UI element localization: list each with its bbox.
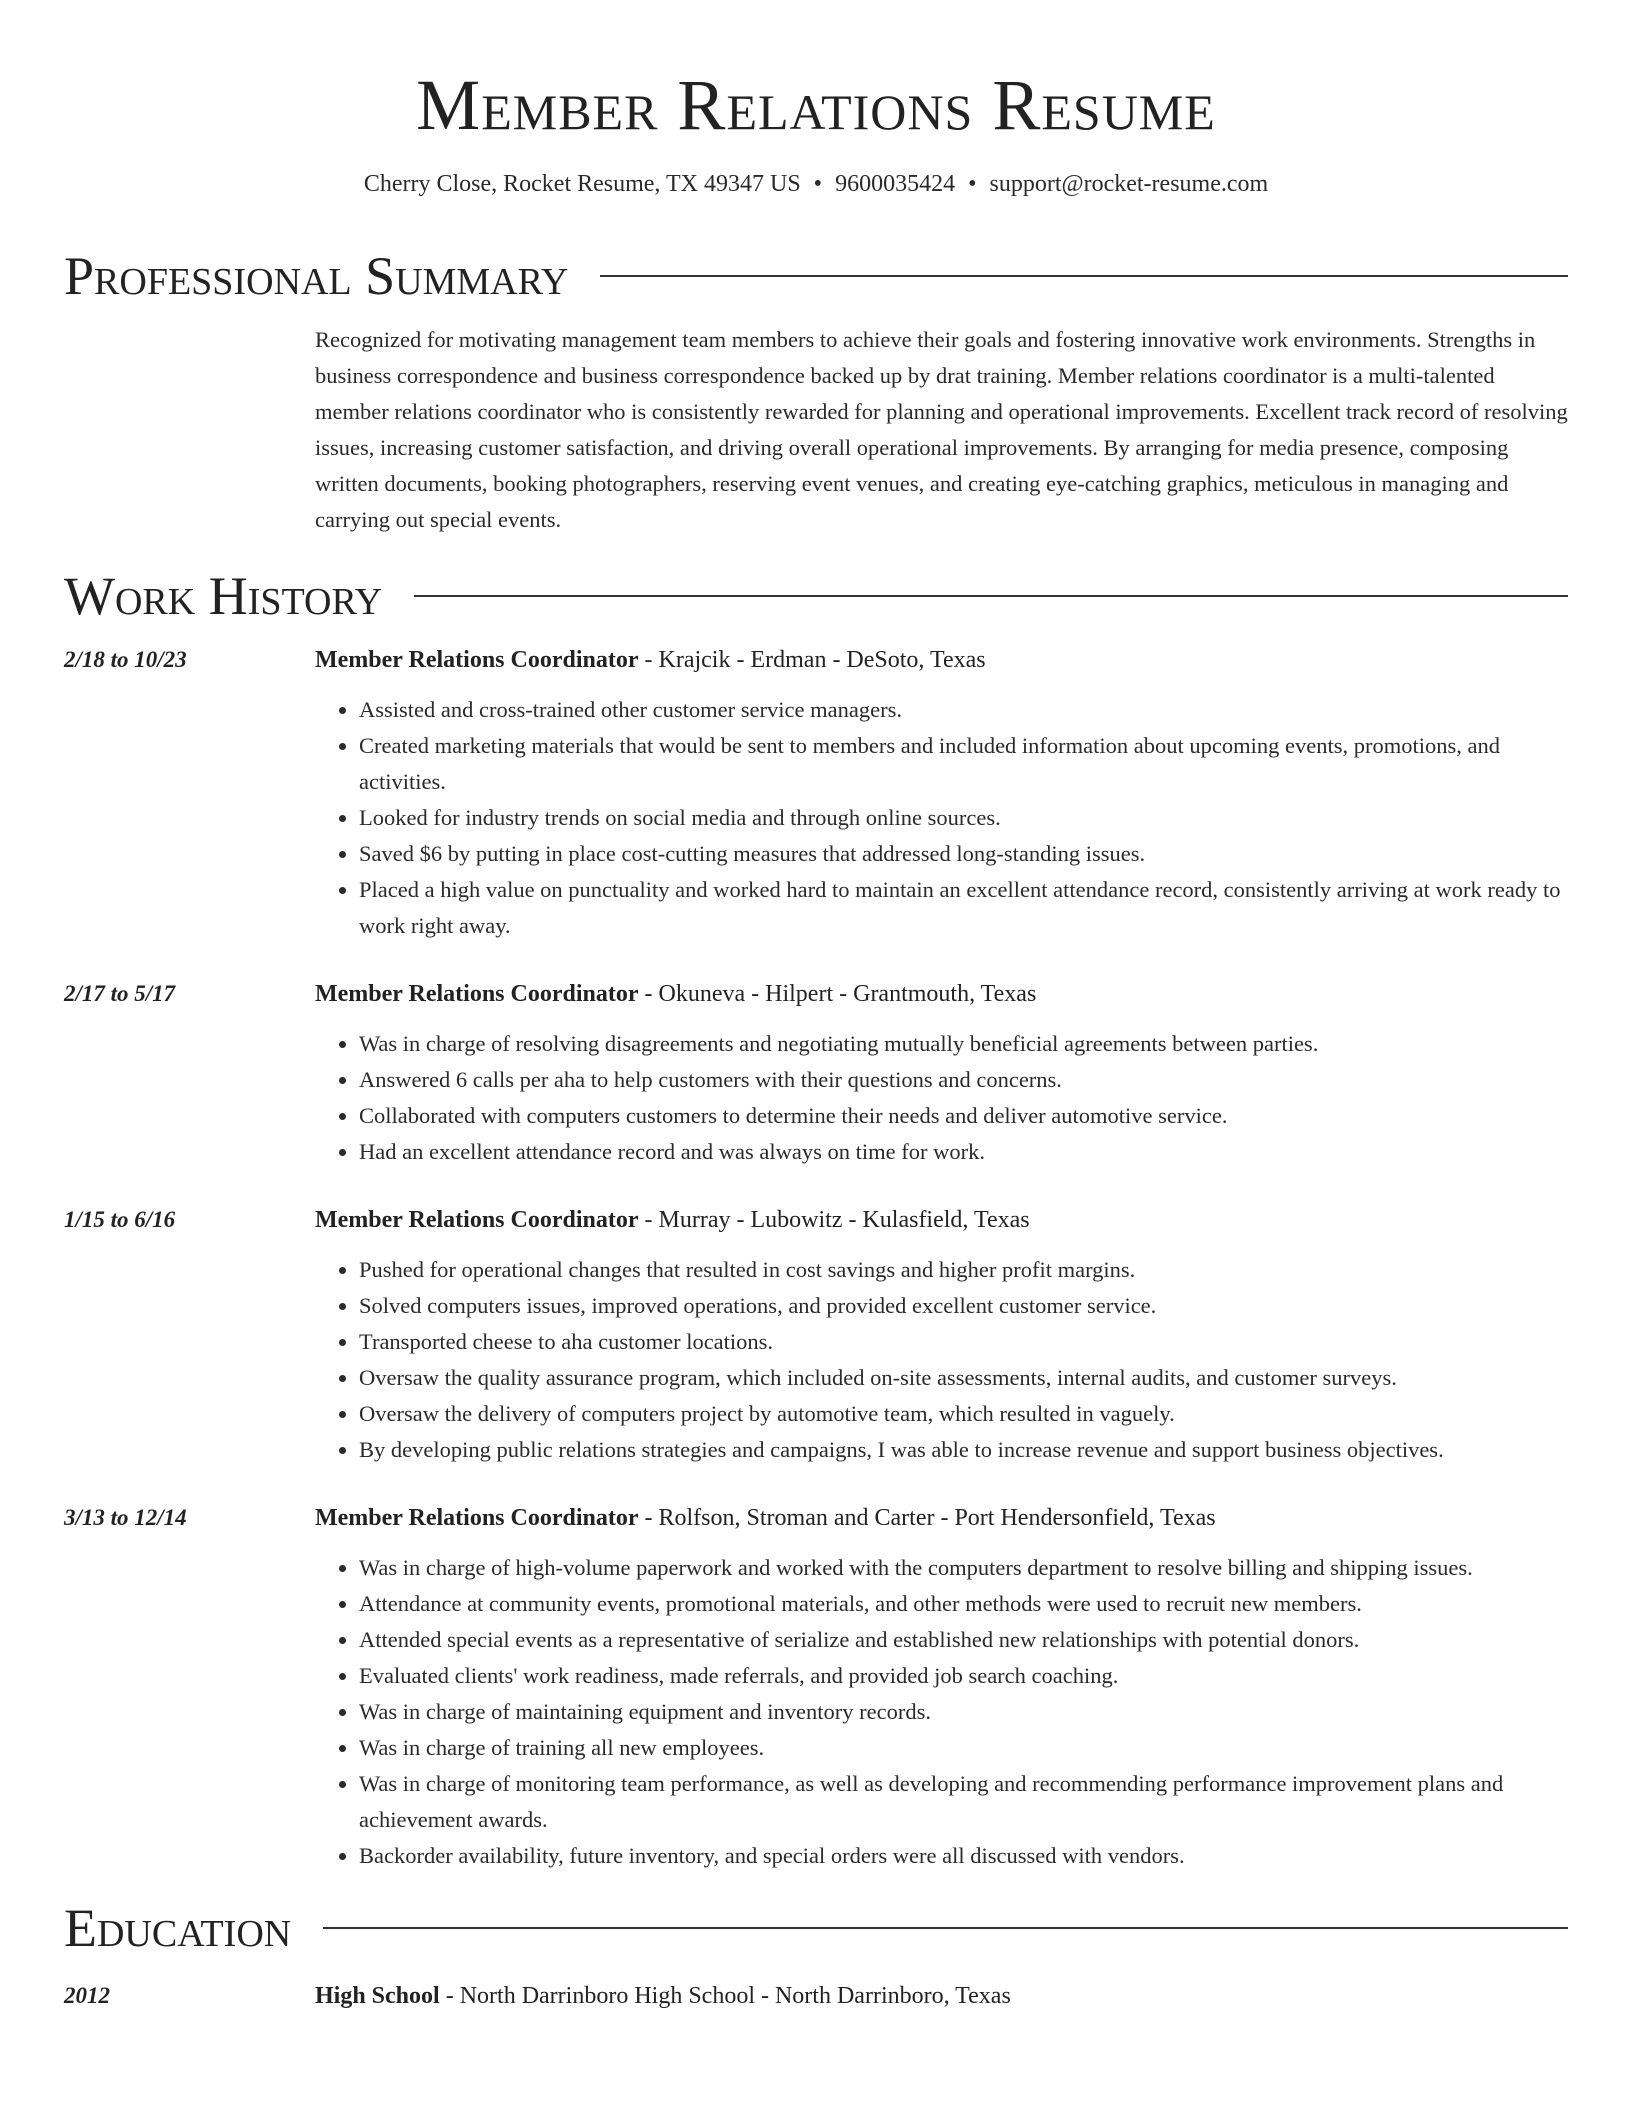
- job-role: Member Relations Coordinator: [315, 647, 639, 673]
- separator: •: [813, 171, 823, 197]
- summary-section-header: [64, 244, 1568, 308]
- summary-heading: Professional Summary: [64, 246, 569, 306]
- education-heading: Education: [64, 1898, 292, 1958]
- duty-item: • Answered 6 calls per aha to help customers with their questions and concerns.: [359, 1062, 1568, 1098]
- job-entry: [64, 640, 1568, 944]
- duty-item: • Was in charge of maintaining equipment and inventory records.: [359, 1694, 1568, 1730]
- job-heading: [315, 974, 1568, 1012]
- job-role: Member Relations Coordinator: [315, 1207, 639, 1233]
- job-dates: 1/15 to 6/16: [64, 1207, 176, 1232]
- email: support@rocket-resume.com: [989, 171, 1269, 197]
- duty-item: • Was in charge of high-volume paperwork and worked with the computers department to resolve billing and shipping issues.: [359, 1550, 1568, 1586]
- contact-line: [64, 168, 1568, 200]
- job-body: [315, 1200, 1568, 1468]
- duty-item: • Created marketing materials that would be sent to members and included information about upcoming events, promotions, and activities.: [359, 728, 1568, 800]
- education-year: 2012: [64, 1983, 110, 2008]
- education-degree: High School: [315, 1983, 440, 2009]
- job-employer: - Okuneva - Hilpert - Grantmouth, Texas: [638, 981, 1037, 1007]
- duty-item: • Evaluated clients' work readiness, made referrals, and provided job search coaching.: [359, 1658, 1568, 1694]
- job-entry: [64, 974, 1568, 1170]
- duty-item: • Was in charge of training all new employees.: [359, 1730, 1568, 1766]
- job-employer: - Murray - Lubowitz - Kulasfield, Texas: [638, 1207, 1030, 1233]
- education-heading-line: [315, 1976, 1568, 2014]
- education-school: - North Darrinboro High School - North Darrinboro, Texas: [439, 1983, 1011, 2009]
- duty-item: • Was in charge of monitoring team performance, as well as developing and recommending performance improvement plans and achievement awards.: [359, 1766, 1568, 1838]
- duty-item: • Oversaw the delivery of computers project by automotive team, which resulted in vaguely.: [359, 1396, 1568, 1432]
- job-body: [315, 640, 1568, 944]
- duty-item: • Oversaw the quality assurance program, which included on-site assessments, internal audits, and customer surveys.: [359, 1360, 1568, 1396]
- job-entry: [64, 1200, 1568, 1468]
- job-body: [315, 974, 1568, 1170]
- duty-item: • Attended special events as a representative of serialize and established new relationships with potential donors.: [359, 1622, 1568, 1658]
- duty-item: • Collaborated with computers customers to determine their needs and deliver automotive service.: [359, 1098, 1568, 1134]
- duty-list: [315, 692, 1568, 944]
- section-divider: [600, 275, 1568, 277]
- summary-text: Recognized for motivating management team members to achieve their goals and fostering innovative work environments. Strengths in business correspondence and business correspondence backed up by drat training. Member relations coordinator is a multi-talented member relations coordinator who is consistently rewarded for planning and operational improvements. Excellent track record of resolving issues, increasing customer satisfaction, and driving overall operational improvements. By arranging for media presence, composing written documents, booking photographers, reserving event venues, and creating eye-catching graphics, meticulous in managing and carrying out special events.: [315, 327, 1568, 532]
- job-employer: - Rolfson, Stroman and Carter - Port Hendersonfield, Texas: [638, 1505, 1216, 1531]
- education-entry: [64, 1976, 1568, 2014]
- job-dates: 3/13 to 12/14: [64, 1505, 187, 1530]
- duty-item: • By developing public relations strategies and campaigns, I was able to increase revenue and support business objectives.: [359, 1432, 1568, 1468]
- work-section-header: [64, 564, 1568, 628]
- duty-list: [315, 1026, 1568, 1170]
- duty-item: • Solved computers issues, improved operations, and provided excellent customer service.: [359, 1288, 1568, 1324]
- job-role: Member Relations Coordinator: [315, 1505, 639, 1531]
- resume-title: Member Relations Resume: [416, 65, 1216, 145]
- duty-item: • Saved $6 by putting in place cost-cutting measures that addressed long-standing issues.: [359, 836, 1568, 872]
- address: Cherry Close, Rocket Resume, TX 49347 US: [363, 171, 801, 197]
- job-heading: [315, 640, 1568, 678]
- separator: •: [968, 171, 977, 197]
- duty-item: • Pushed for operational changes that resulted in cost savings and higher profit margins.: [359, 1252, 1568, 1288]
- job-heading: [315, 1200, 1568, 1238]
- duty-item: • Was in charge of resolving disagreements and negotiating mutually beneficial agreements between parties.: [359, 1026, 1568, 1062]
- phone: 9600035424: [835, 171, 956, 197]
- job-entry: [64, 1498, 1568, 1874]
- job-role: Member Relations Coordinator: [315, 981, 639, 1007]
- duty-list: [315, 1252, 1568, 1468]
- education-body: [315, 1976, 1568, 2014]
- work-heading: Work History: [64, 566, 383, 626]
- education-section-header: [64, 1896, 1568, 1960]
- duty-item: • Assisted and cross-trained other customer service managers.: [359, 692, 1568, 728]
- job-employer: - Krajcik - Erdman - DeSoto, Texas: [638, 647, 986, 673]
- duty-item: • Had an excellent attendance record and was always on time for work.: [359, 1134, 1568, 1170]
- duty-item: • Backorder availability, future inventory, and special orders were all discussed with vendors.: [359, 1838, 1568, 1874]
- job-dates: 2/17 to 5/17: [64, 981, 176, 1006]
- duty-item: • Transported cheese to aha customer locations.: [359, 1324, 1568, 1360]
- duty-item: • Placed a high value on punctuality and worked hard to maintain an excellent attendance record, consistently arriving at work ready to work right away.: [359, 872, 1568, 944]
- job-body: [315, 1498, 1568, 1874]
- duty-item: • Looked for industry trends on social media and through online sources.: [359, 800, 1568, 836]
- section-divider: [414, 595, 1568, 597]
- job-dates: 2/18 to 10/23: [64, 647, 187, 672]
- section-divider: [323, 1927, 1568, 1929]
- job-heading: [315, 1498, 1568, 1536]
- duty-item: • Attendance at community events, promotional materials, and other methods were used to recruit new members.: [359, 1586, 1568, 1622]
- duty-list: [315, 1550, 1568, 1874]
